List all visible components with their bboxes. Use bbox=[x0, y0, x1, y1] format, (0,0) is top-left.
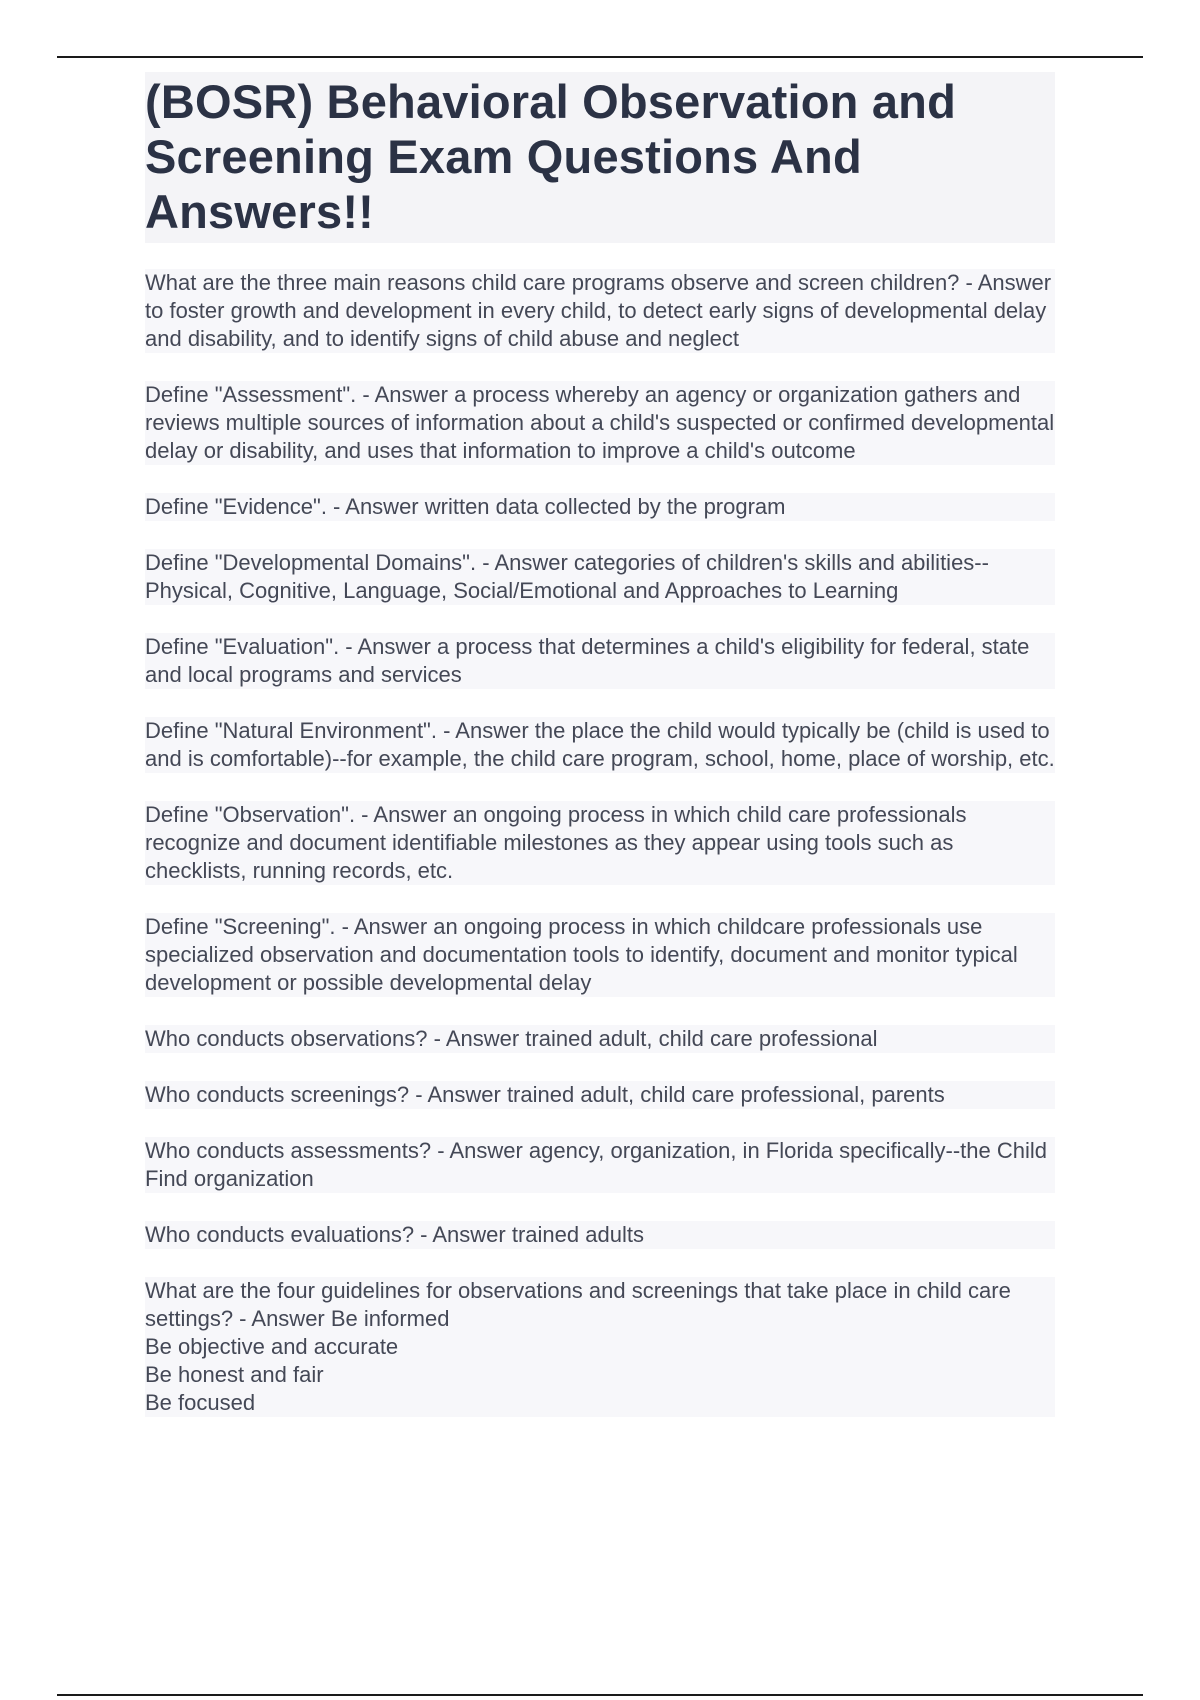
title-block bbox=[145, 72, 1055, 243]
bottom-rule bbox=[57, 1694, 1143, 1696]
qa-entry: Who conducts assessments? - Answer agency, organization, in Florida specifically--the Child Find organization bbox=[145, 1137, 1055, 1193]
qa-entry: Define "Evaluation". - Answer a process that determines a child's eligibility for federal, state and local programs and services bbox=[145, 633, 1055, 689]
qa-entry: Define "Screening". - Answer an ongoing process in which childcare professionals use specialized observation and documentation tools to identify, document and monitor typical development or possible developmental delay bbox=[145, 913, 1055, 997]
qa-entry: Who conducts evaluations? - Answer trained adults bbox=[145, 1221, 1055, 1249]
qa-entry: Who conducts screenings? - Answer trained adult, child care professional, parents bbox=[145, 1081, 1055, 1109]
qa-entry: Define "Natural Environment". - Answer the place the child would typically be (child is used to and is comfortable)--for example, the child care program, school, home, place of worship, etc. bbox=[145, 718, 1055, 771]
document-body bbox=[145, 72, 1055, 1445]
qa-entry: Who conducts observations? - Answer trained adult, child care professional bbox=[145, 1025, 1055, 1053]
document-title: (BOSR) Behavioral Observation and Screening Exam Questions And Answers!! bbox=[145, 75, 956, 238]
qa-entry: Define "Evidence". - Answer written data collected by the program bbox=[145, 493, 1055, 521]
qa-entry: Define "Developmental Domains". - Answer categories of children's skills and abilities--Physical, Cognitive, Language, Social/Emotional and Approaches to Learning bbox=[145, 549, 1055, 605]
qa-entry: Define "Assessment". - Answer a process whereby an agency or organization gathers and reviews multiple sources of information about a child's suspected or confirmed developmental delay or disability, and uses that information to improve a child's outcome bbox=[145, 382, 1055, 463]
qa-entry: What are the four guidelines for observations and screenings that take place in child care settings? - Answer Be informed Be objective and accurate Be honest and fair Be focused bbox=[145, 1277, 1055, 1417]
top-rule bbox=[57, 56, 1143, 58]
qa-entry: What are the three main reasons child care programs observe and screen children? - Answer to foster growth and development in every child, to detect early signs of developmental delay and disability, and to identify signs of child abuse and neglect bbox=[145, 269, 1055, 353]
qa-entry: Define "Observation". - Answer an ongoing process in which child care professionals recognize and document identifiable milestones as they appear using tools such as checklists, running records, etc. bbox=[145, 801, 1055, 885]
